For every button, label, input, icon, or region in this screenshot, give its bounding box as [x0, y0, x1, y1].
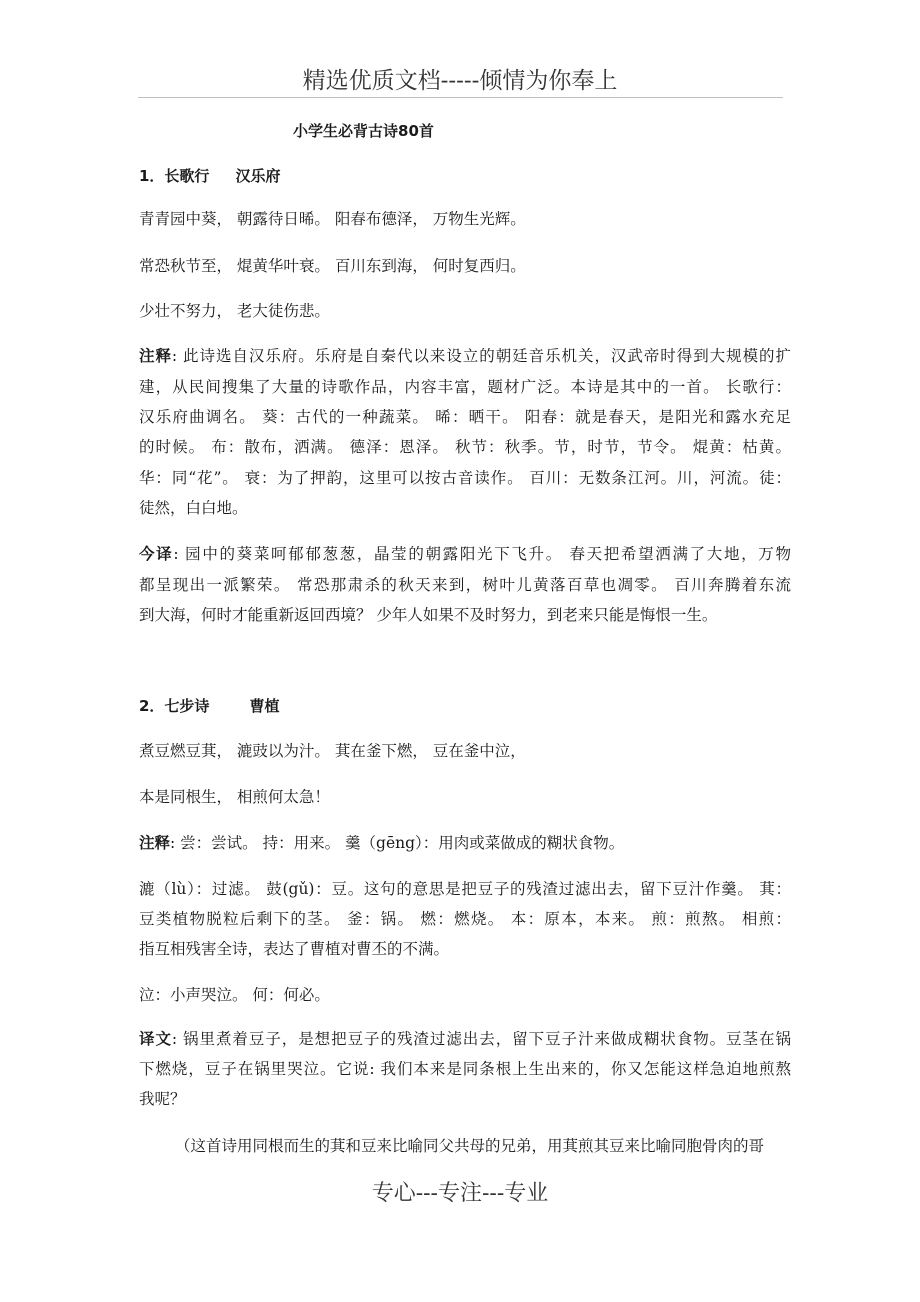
page-header: 精选优质文档-----倾情为你奉上	[302, 68, 618, 94]
poem1-translation-label: 今译	[139, 545, 174, 563]
poem1-line-3: 少壮不努力， 老大徒伤悲。	[139, 302, 330, 320]
document-title: 小学生必背古诗80首	[293, 122, 434, 140]
poem1-note-line-1: 注释: 此诗选自汉乐府。乐府是自秦代以来设立的朝廷音乐机关，汉武帝时得到大规模的扩	[139, 347, 791, 365]
poem2-note2-line-3: 指互相残害全诗，表达了曹植对曹丕的不满。	[139, 940, 450, 958]
poem2-note2-line-1: 漉（lù）：过滤。 鼓(gǔ)：豆。这句的意思是把豆子的残渣过滤出去，留下豆汁作羹。 萁：	[139, 880, 791, 898]
poem1-note-line-3: 汉乐府曲调名。 葵：古代的一种蔬菜。 晞：晒干。 阳春：就是春天，是阳光和露水充足	[139, 408, 791, 426]
poem2-title: 2．七步诗	[139, 697, 210, 715]
poem2-note2-line-2: 豆类植物脱粒后剩下的茎。 釜：锅。 燃：燃烧。 本：原本，本来。 煎：煎熬。 相煎：	[139, 910, 791, 928]
header-divider	[138, 97, 783, 98]
poem2-translation-label: 译文	[139, 1030, 172, 1048]
poem1-title: 1．长歌行	[139, 167, 210, 185]
poem2-translation-line-3: 我呢？	[139, 1090, 186, 1108]
poem1-heading	[139, 165, 280, 187]
poem2-author: 曹植	[249, 697, 280, 715]
poem1-translation-line-2: 都呈现出一派繁荣。 常恐那肃杀的秋天来到，树叶儿黄落百草也凋零。 百川奔腾着东流	[139, 576, 791, 594]
poem1-note-line-2: 建，从民间搜集了大量的诗歌作品，内容丰富，题材广泛。本诗是其中的一首。 长歌行：	[139, 378, 791, 396]
poem1-note-line-5: 华：同“花”。 衰：为了押韵，这里可以按古音读作。 百川：无数条江河。川，河流。徒：	[139, 469, 791, 487]
poem1-author: 汉乐府	[235, 167, 281, 185]
page-footer: 专心---专注---专业	[371, 1181, 549, 1206]
poem1-note-line-6: 徒然，白白地。	[139, 499, 248, 517]
poem2-translation-line-2: 下燃烧，豆子在锅里哭泣。它说: 我们本来是同条根上生出来的，你又怎能这样急迫地煎熬	[139, 1060, 791, 1078]
poem2-note-line: 注释: 尝：尝试。 持：用来。 羹（gēng）：用肉或菜做成的糊状食物。	[139, 834, 625, 852]
poem1-note-line-4: 的时候。 布：散布，洒满。 德泽：恩泽。 秋节：秋季。节，时节，节令。 焜黄：枯黄。	[139, 438, 791, 456]
poem2-line-2: 本是同根生， 相煎何太急！	[139, 788, 330, 806]
poem2-line-1: 煮豆燃豆萁， 漉豉以为汁。 萁在釜下燃， 豆在釜中泣，	[139, 742, 526, 760]
poem1-line-2: 常恐秋节至， 焜黄华叶衰。 百川东到海， 何时复西归。	[139, 257, 526, 275]
poem1-line-1: 青青园中葵， 朝露待日晞。 阳春布德泽， 万物生光辉。	[139, 210, 526, 228]
poem2-translation-line-1: 译文: 锅里煮着豆子，是想把豆子的残渣过滤出去，留下豆子汁来做成糊状食物。豆茎在锅	[139, 1030, 791, 1048]
poem2-commentary-line: （这首诗用同根而生的萁和豆来比喻同父共母的兄弟，用萁煎其豆来比喻同胞骨肉的哥	[175, 1137, 765, 1155]
poem1-note-label: 注释	[139, 347, 172, 365]
poem2-note-label: 注释	[139, 834, 171, 852]
poem2-note3-line: 泣：小声哭泣。 何：何必。	[139, 986, 330, 1004]
poem2-heading	[139, 695, 279, 717]
poem1-translation-line-1: 今译: 园中的葵菜呵郁郁葱葱，晶莹的朝露阳光下飞升。 春天把希望洒满了大地，万物	[139, 545, 791, 563]
poem1-translation-line-3: 到大海，何时才能重新返回西境？ 少年人如果不及时努力，到老来只能是悔恨一生。	[139, 606, 718, 624]
